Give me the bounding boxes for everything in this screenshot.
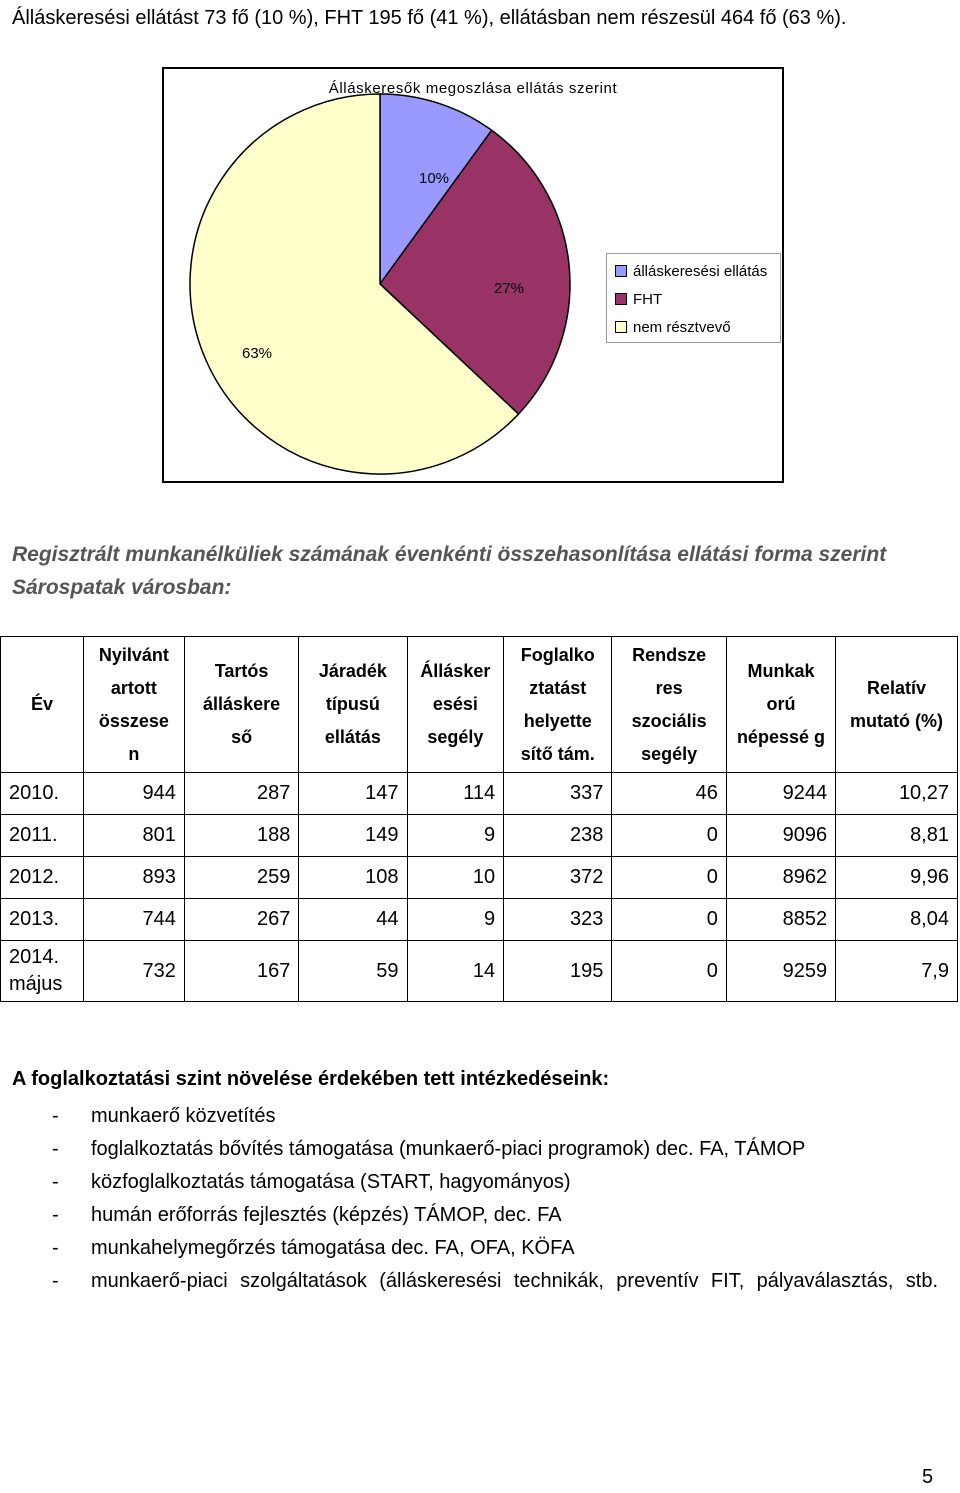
pie-chart <box>162 67 784 483</box>
list-item-text: közfoglalkoztatás támogatása (START, hagyományos) <box>91 1171 571 1193</box>
pie-label-slice-2: 27% <box>494 280 525 297</box>
table-cell: 8962 <box>726 857 835 899</box>
list-item <box>52 1166 938 1199</box>
table-cell: 9 <box>407 899 504 941</box>
list-dash: - <box>52 1204 59 1226</box>
list-item <box>52 1133 938 1166</box>
table-row <box>1 899 958 941</box>
section-title: Regisztrált munkanélküliek számának évenkénti összehasonlítása ellátási forma szerint Sárospatak városban: <box>12 543 887 599</box>
table-row <box>1 857 958 899</box>
list-item <box>52 1265 938 1298</box>
table-cell: 8852 <box>726 899 835 941</box>
table-cell: 0 <box>612 857 727 899</box>
list-item <box>52 1232 938 1265</box>
column-header: Tartós álláskere ső <box>184 637 299 773</box>
list-dash: - <box>52 1237 59 1259</box>
table-cell: 10 <box>407 857 504 899</box>
table-cell: 732 <box>83 941 184 1002</box>
table-cell: 46 <box>612 773 727 815</box>
table-cell: 259 <box>184 857 299 899</box>
table-cell: 59 <box>299 941 407 1002</box>
table-cell: 0 <box>612 815 727 857</box>
table-cell: 2014. május <box>1 941 84 1002</box>
column-header: Járadék típusú ellátás <box>299 637 407 773</box>
table-cell: 801 <box>83 815 184 857</box>
legend-label: álláskeresési ellátás <box>633 263 768 280</box>
list-item-text: munkahelymegőrzés támogatása dec. FA, OFA, KÖFA <box>91 1237 575 1259</box>
table-cell: 10,27 <box>836 773 958 815</box>
table-header-row <box>1 637 958 773</box>
table-cell: 14 <box>407 941 504 1002</box>
column-header: Foglalko ztatást helyette sítő tám. <box>504 637 612 773</box>
list-dash: - <box>52 1138 59 1160</box>
pie-label-slice-3: 63% <box>242 345 273 362</box>
table-cell: 108 <box>299 857 407 899</box>
legend-item-1 <box>615 262 767 282</box>
list-dash: - <box>52 1171 59 1193</box>
chart-title: Álláskeresők megoszlása ellátás szerint <box>328 80 618 97</box>
legend-swatch <box>615 321 627 333</box>
legend-item-3 <box>615 318 731 338</box>
legend-swatch <box>615 293 627 305</box>
table-cell: 2010. <box>1 773 84 815</box>
table-cell: 323 <box>504 899 612 941</box>
column-header: Nyilvánt artott összese n <box>83 637 184 773</box>
table-cell: 744 <box>83 899 184 941</box>
table-cell: 114 <box>407 773 504 815</box>
table-cell: 44 <box>299 899 407 941</box>
table-cell: 287 <box>184 773 299 815</box>
table-cell: 2012. <box>1 857 84 899</box>
table-cell: 7,9 <box>836 941 958 1002</box>
table-row <box>1 941 958 1002</box>
table-cell: 9,96 <box>836 857 958 899</box>
table-cell: 944 <box>83 773 184 815</box>
table-cell: 893 <box>83 857 184 899</box>
measures-list <box>52 1100 938 1298</box>
legend-label: nem résztvevő <box>633 319 731 336</box>
intro-paragraph: Álláskeresési ellátást 73 fő (10 %), FHT 195 fő (41 %), ellátásban nem részesül 464 fő (63 %). <box>12 7 847 29</box>
table-cell: 238 <box>504 815 612 857</box>
list-item-text: munkaerő-piaci szolgáltatások (álláskeresési technikák, preventív FIT, pályaválasztás, stb. <box>91 1270 938 1292</box>
list-item <box>52 1199 938 1232</box>
column-header: Év <box>1 637 84 773</box>
table-cell: 0 <box>612 941 727 1002</box>
table-cell: 188 <box>184 815 299 857</box>
table-cell: 9244 <box>726 773 835 815</box>
table-cell: 9096 <box>726 815 835 857</box>
table-cell: 372 <box>504 857 612 899</box>
list-dash: - <box>52 1105 59 1127</box>
list-item-text: munkaerő közvetítés <box>91 1105 276 1127</box>
table-cell: 8,81 <box>836 815 958 857</box>
table-cell: 9 <box>407 815 504 857</box>
table-cell: 167 <box>184 941 299 1002</box>
table-cell: 9259 <box>726 941 835 1002</box>
table-row <box>1 773 958 815</box>
list-dash: - <box>52 1270 59 1292</box>
table-cell: 267 <box>184 899 299 941</box>
legend-swatch <box>615 265 627 277</box>
table-cell: 0 <box>612 899 727 941</box>
table-cell: 8,04 <box>836 899 958 941</box>
measures-title: A foglalkoztatási szint növelése érdekében tett intézkedéseink: <box>12 1068 610 1090</box>
column-header: Munkak orú népessé g <box>726 637 835 773</box>
data-table <box>0 636 958 1002</box>
pie-label-slice-1: 10% <box>419 170 450 187</box>
legend-item-2 <box>615 290 662 310</box>
table-cell: 337 <box>504 773 612 815</box>
column-header: Rendsze res szociális segély <box>612 637 727 773</box>
page-number: 5 <box>922 1466 934 1488</box>
table-cell: 2013. <box>1 899 84 941</box>
list-item-text: foglalkoztatás bővítés támogatása (munkaerő-piaci programok) dec. FA, TÁMOP <box>91 1138 806 1160</box>
list-item-text: humán erőforrás fejlesztés (képzés) TÁMOP, dec. FA <box>91 1204 562 1226</box>
table-cell: 149 <box>299 815 407 857</box>
list-item <box>52 1100 938 1133</box>
table-row <box>1 815 958 857</box>
table-cell: 2011. <box>1 815 84 857</box>
legend-label: FHT <box>633 291 663 308</box>
column-header: Relatív mutató (%) <box>836 637 958 773</box>
table-cell: 195 <box>504 941 612 1002</box>
table-cell: 147 <box>299 773 407 815</box>
chart-legend <box>606 253 781 343</box>
column-header: Állásker esési segély <box>407 637 504 773</box>
